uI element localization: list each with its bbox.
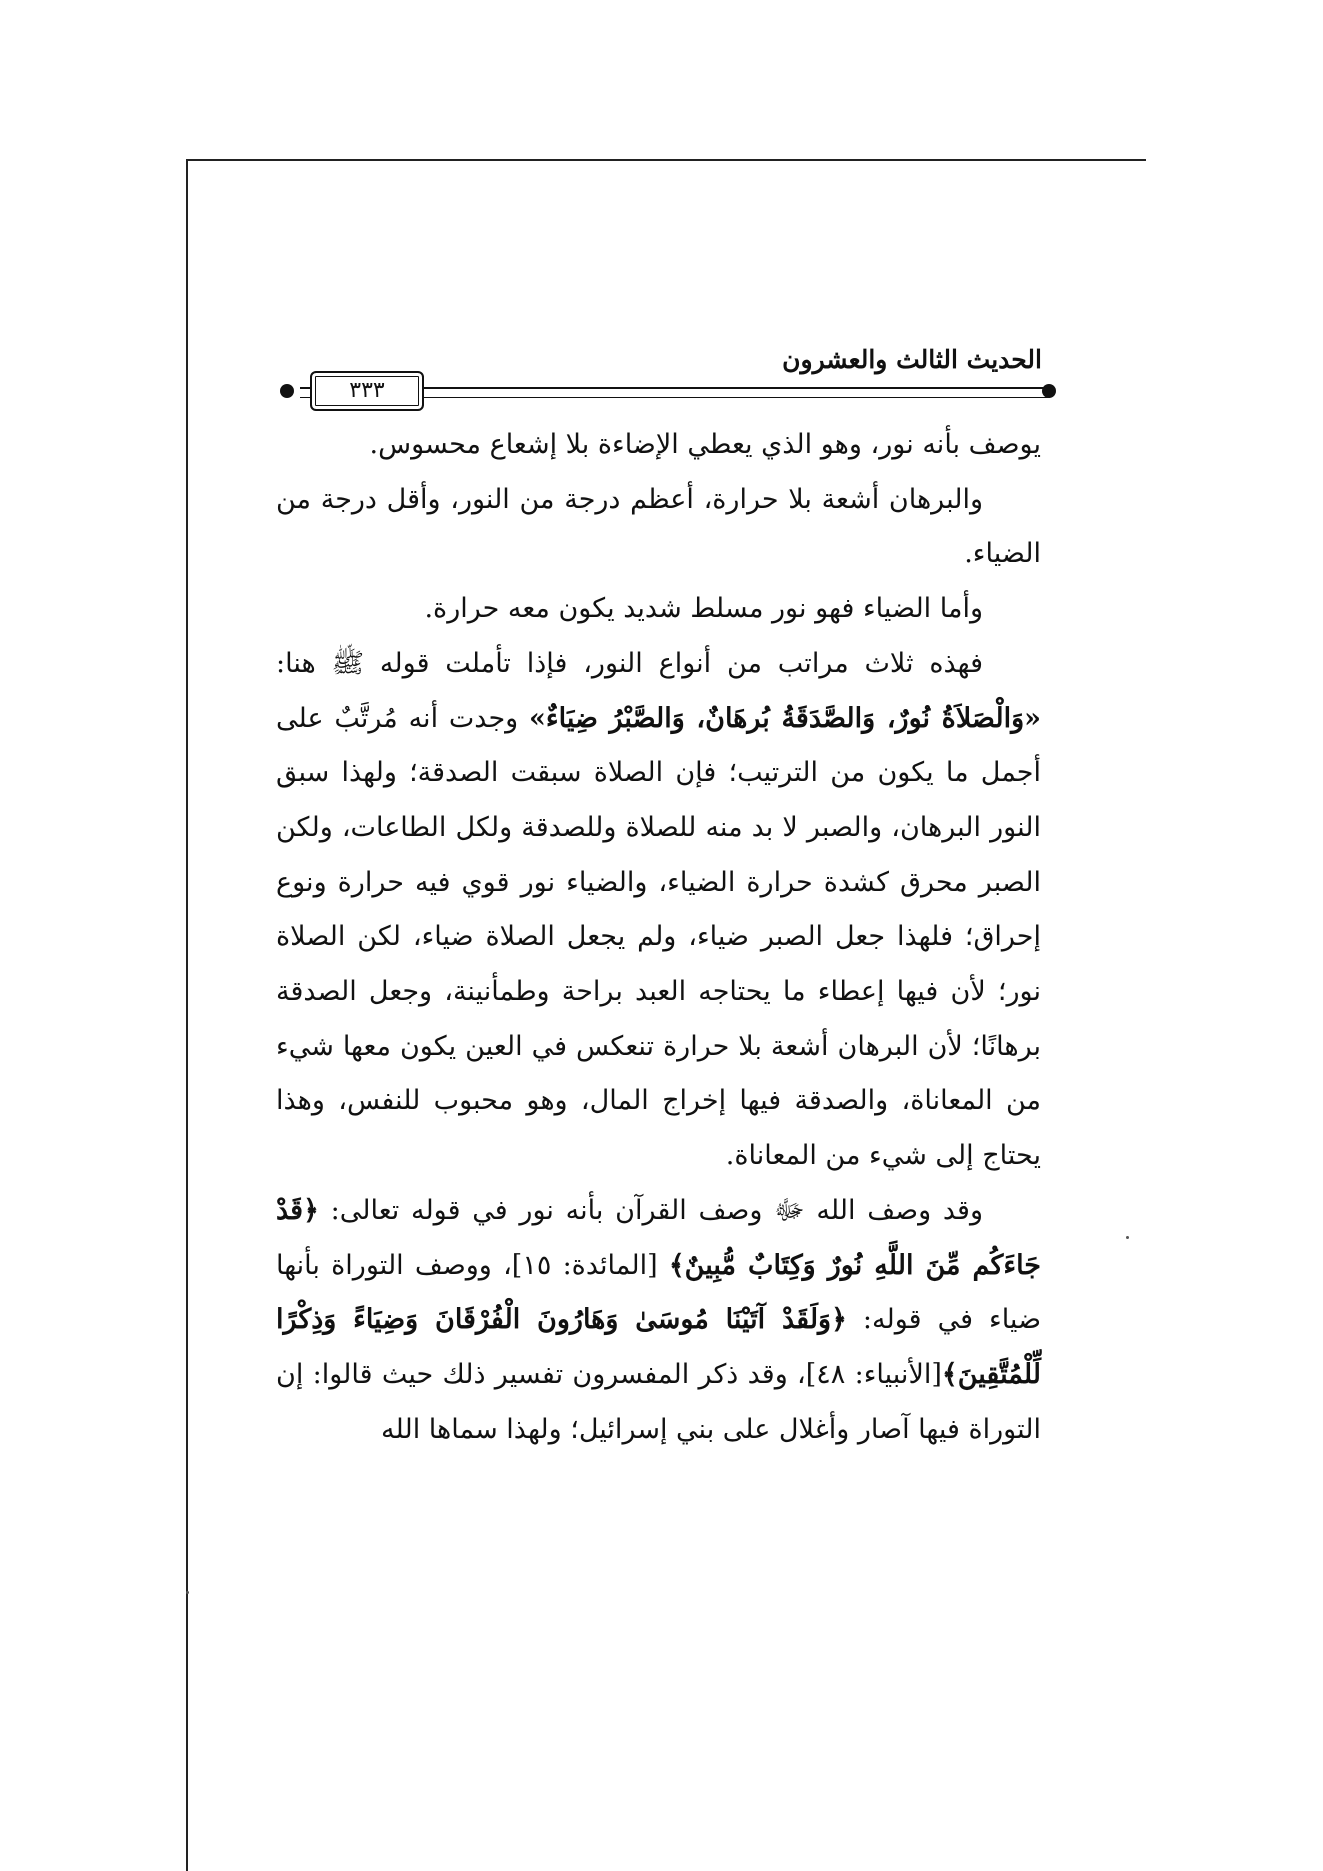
page-frame-left-border [186,159,188,1871]
paragraph [276,582,1041,637]
quotation: ﴿قَدْ جَاءَكُم مِّنَ اللَّهِ نُورٌ وَكِتَابٌ مُّبِينٌ﴾ [276,1194,1041,1281]
header-ornament-left [280,384,294,398]
scan-speck [186,1591,189,1594]
paragraph-text: [الأنبياء: ٤٨]، وقد ذكر المفسرون تفسير ذلك حيث قالوا: إن التوراة فيها آصار وأغلال على بني إسرائيل؛ ولهذا سماها الله [276,1358,1041,1445]
paragraph-text: وقد وصف الله ﷻ وصف القرآن بأنه نور في قوله تعالى: [318,1194,983,1226]
paragraph-text: وجدت أنه مُرتَّبٌ على أجمل ما يكون من الترتيب؛ فإن الصلاة سبقت الصدقة؛ ولهذا سبق النور البرهان، والصبر لا بد منه للصلاة وللصدقة ولكل الطاعات، ولكن الصبر محرق كشدة حرارة الضياء، والضياء نور قوي فيه حرارة ونوع إحراق؛ فلهذا جعل الصبر ضياء، ولم يجعل الصلاة ضياء، لكن الصلاة نور؛ لأن فيها إعطاء ما يحتاجه العبد براحة وطمأنينة، وجعل الصدقة برهانًا؛ لأن البرهان أشعة بلا حرارة تنعكس في العين يكون معها شيء من المعاناة، والصدقة فيها إخراج المال، وهو محبوب للنفس، وهذا يحتاج إلى شيء من المعاناة. [276,702,1042,1172]
paragraph [276,1184,1041,1458]
body-text [276,418,1041,1457]
paragraph-text: [المائدة: ١٥]، ووصف التوراة بأنها ضياء في قوله: [276,1249,1041,1336]
scan-speck [1126,1236,1129,1239]
page-frame-top-border [186,159,1146,161]
quotation: «وَالْصَلاَةُ نُورٌ، وَالصَّدَقَةُ بُرهَانٌ، وَالصَّبْرُ ضِيَاءٌ» [529,702,1041,734]
paragraph-text: وأما الضياء فهو نور مسلط شديد يكون معه حرارة. [424,593,983,625]
paragraph [276,418,1041,473]
quotation: ﴿وَلَقَدْ آتَيْنَا مُوسَىٰ وَهَارُونَ الْفُرْقَانَ وَضِيَاءً وَذِكْرًا لِّلْمُتَّقِينَ﴾ [276,1304,1041,1390]
paragraph [276,473,1041,582]
chapter-title: الحديث الثالث والعشرون [782,345,1042,374]
paragraph-text: فهذه ثلاث مراتب من أنواع النور، فإذا تأملت قوله ﷺ هنا: [276,647,983,679]
page-number: ٣٣٣ [310,371,424,411]
paragraph-text: يوصف بأنه نور، وهو الذي يعطي الإضاءة بلا إشعاع محسوس. [369,429,1041,460]
header-ornament-right [1042,384,1056,398]
paragraph-text: والبرهان أشعة بلا حرارة، أعظم درجة من النور، وأقل درجة من الضياء. [276,483,1041,570]
running-header [270,345,1050,405]
paragraph [276,637,1041,1184]
